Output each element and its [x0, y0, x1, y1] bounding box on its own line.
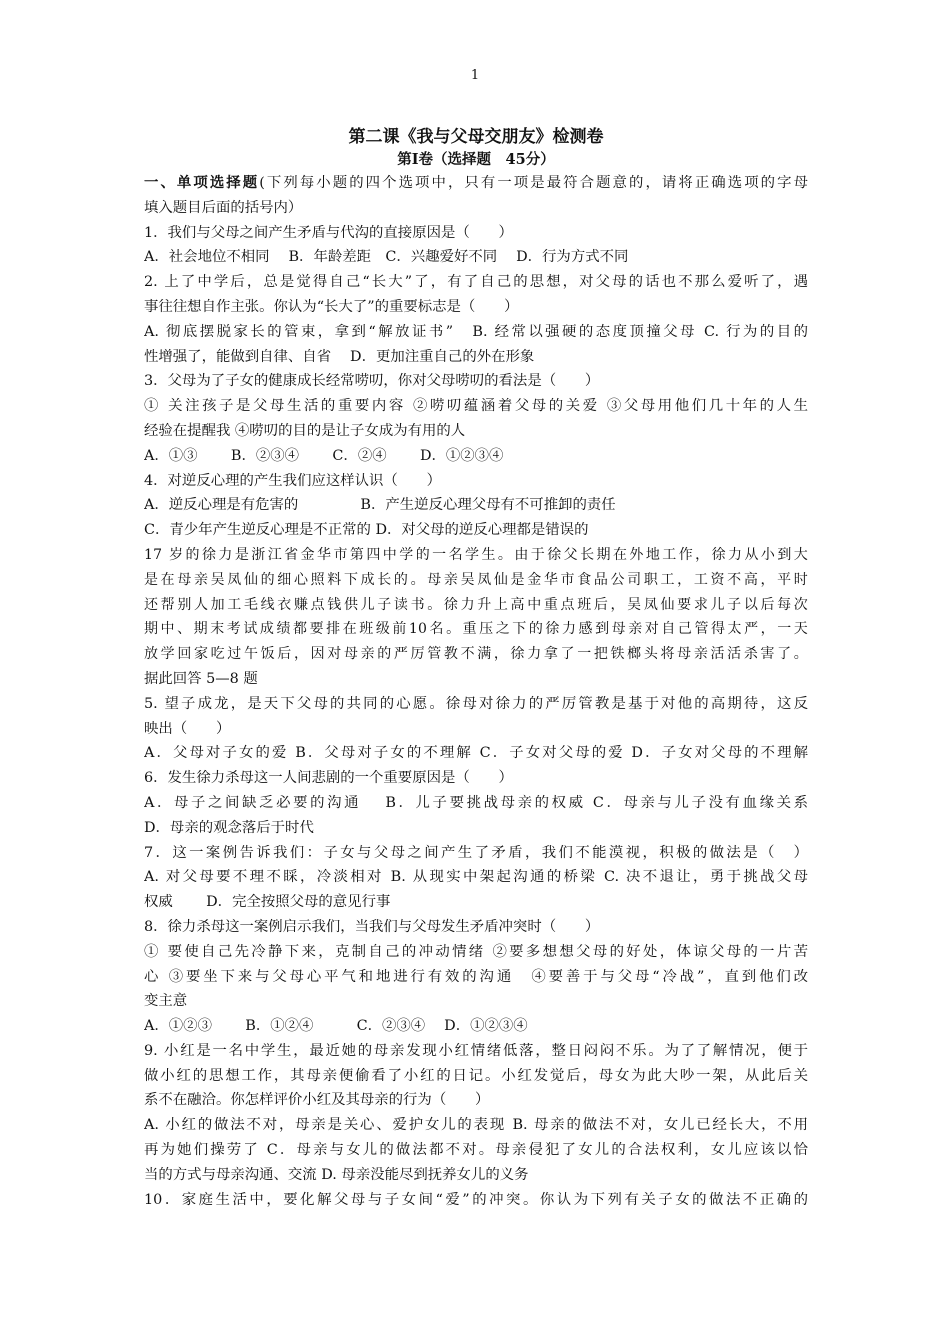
text-line: 权威 D．完全按照父母的意见行事: [144, 894, 391, 911]
text-line: 6．发生徐力杀母这一人间悲剧的一个重要原因是（ ）: [144, 770, 513, 787]
text-line: A．逆反心理是有危害的 B．产生逆反心理父母有不可推卸的责任: [144, 497, 616, 514]
question-block-2: [144, 667, 808, 1213]
text-line: ① 关注孩子是父母生活的重要内容 ②唠叨蕴涵着父母的关爱 ③父母用他们几十年的人生: [144, 398, 808, 415]
text-line: ① 要使自己先冷静下来，克制自己的冲动情绪 ②要多想想父母的好处，体谅父母的一片苦: [144, 943, 808, 960]
text-line: 变主意: [144, 993, 188, 1010]
story-line: 还帮别人加工毛线衣赚点钱供儿子读书。徐力升上高中重点班后，吴凤仙要求儿子以后每次: [144, 596, 808, 613]
text-line: 9. 小红是一名中学生，最近她的母亲发现小红情绪低落，整日闷闷不乐。为了了解情况，便于: [144, 1042, 808, 1059]
text-line: A. 彻底摆脱家长的管束，拿到“解放证书” B. 经常以强硬的态度顶撞父母 C. 行为的目的: [144, 323, 808, 340]
story-line: 是在母亲吴凤仙的细心照料下成长的。母亲吴凤仙是金华市食品公司职工，工资不高，平时: [144, 571, 808, 588]
text-line: A．①③ B．②③④ C．②④ D．①②③④: [144, 447, 504, 464]
section-instructions: (下列每小题的四个选项中，只有一项是最符合题意的，请将正确选项的字母: [259, 175, 808, 191]
text-line: 1．我们与父母之间产生矛盾与代沟的直接原因是（ ）: [144, 224, 513, 241]
story-line: 放学回家吃过午饭后，因对母亲的严厉管教不满，徐力拿了一把铁榔头将母亲活活杀害了。: [144, 646, 808, 663]
section-instructions-cont: 填入题目后面的括号内）: [144, 199, 303, 216]
text-line: D．母亲的观念落后于时代: [144, 819, 314, 836]
text-line: 当的方式与母亲沟通、交流 D. 母亲没能尽到抚养女儿的义务: [144, 1166, 529, 1183]
section-subtitle: 第Ⅰ卷（选择题 45分）: [397, 151, 555, 168]
text-line: A．父母对子女的爱 B．父母对子女的不理解 C．子女对父母的爱 D．子女对父母的不理解: [144, 745, 808, 762]
document-title: 第二课《我与父母交朋友》检测卷: [348, 127, 604, 147]
story-line: 17 岁的徐力是浙江省金华市第四中学的一名学生。由于徐父长期在外地工作，徐力从小到大: [144, 546, 808, 563]
story-passage: [144, 543, 808, 667]
text-line: 心 ③要坐下来与父母心平气和地进行有效的沟通 ④要善于与父母“冷战”，直到他们改: [144, 968, 808, 985]
text-line: A. 小红的做法不对，母亲是关心、爱护女儿的表现 B. 母亲的做法不对，女儿已经长大，不用: [144, 1117, 808, 1134]
text-line: 再为她们操劳了 C．母亲与女儿的做法都不对。母亲侵犯了女儿的合法权利，女儿应该以恰: [144, 1142, 808, 1159]
text-line: 2. 上了中学后，总是觉得自己“长大”了，有了自己的思想，对父母的话也不那么爱听了，遇: [144, 274, 808, 291]
text-line: 映出（ ）: [144, 720, 231, 737]
page-number: 1: [470, 68, 480, 83]
text-line: 事往往想自作主张。你认为“长大了”的重要标志是（ ）: [144, 298, 519, 315]
text-line: 做小红的思想工作，其母亲便偷看了小红的日记。小红发觉后，母女为此大吵一架，从此后关: [144, 1067, 808, 1084]
text-line: A. 对父母要不理不睬，冷淡相对 B. 从现实中架起沟通的桥梁 C. 决不退让，勇于挑战父母: [144, 869, 808, 886]
section-heading-line: [144, 171, 808, 196]
text-line: 7．这一案例告诉我们：子女与父母之间产生了矛盾，我们不能漠视，积极的做法是（ ）: [144, 844, 808, 861]
section-heading: 一、单项选择题: [144, 174, 260, 191]
text-line: 据此回答 5—8 题: [144, 670, 258, 687]
text-line: 5. 望子成龙，是天下父母的共同的心愿。徐母对徐力的严厉管教是基于对他的高期待，这反: [144, 695, 808, 712]
text-line: A．社会地位不相同 B．年龄差距 C．兴趣爱好不同 D．行为方式不同: [144, 249, 629, 266]
text-line: A．母子之间缺乏必要的沟通 B．儿子要挑战母亲的权威 C．母亲与儿子没有血缘关系: [144, 794, 808, 811]
text-line: 系不在融洽。你怎样评价小红及其母亲的行为（ ）: [144, 1092, 490, 1109]
text-line: 3．父母为了子女的健康成长经常唠叨，你对父母唠叨的看法是（ ）: [144, 373, 600, 390]
text-line: 10．家庭生活中，要化解父母与子女间“爱”的冲突。你认为下列有关子女的做法不正确的: [144, 1191, 808, 1208]
document-body: [144, 124, 808, 1212]
text-line: A．①②③ B．①②④ C．②③④ D．①②③④: [144, 1018, 528, 1035]
text-line: 性增强了，能做到自律、自省 D．更加注重自己的外在形象: [144, 348, 535, 365]
story-line: 期中、期末考试成绩都要排在班级前10名。重压之下的徐力感到母亲对自己管得太严，一天: [144, 621, 808, 638]
question-block-1: [144, 221, 808, 543]
text-line: 8．徐力杀母这一案例启示我们，当我们与父母发生矛盾冲突时（ ）: [144, 918, 600, 935]
text-line: C．青少年产生逆反心理是不正常的 D．对父母的逆反心理都是错误的: [144, 522, 589, 539]
text-line: 经验在提醒我 ④唠叨的目的是让子女成为有用的人: [144, 422, 466, 439]
text-line: 4．对逆反心理的产生我们应这样认识（ ）: [144, 472, 441, 489]
